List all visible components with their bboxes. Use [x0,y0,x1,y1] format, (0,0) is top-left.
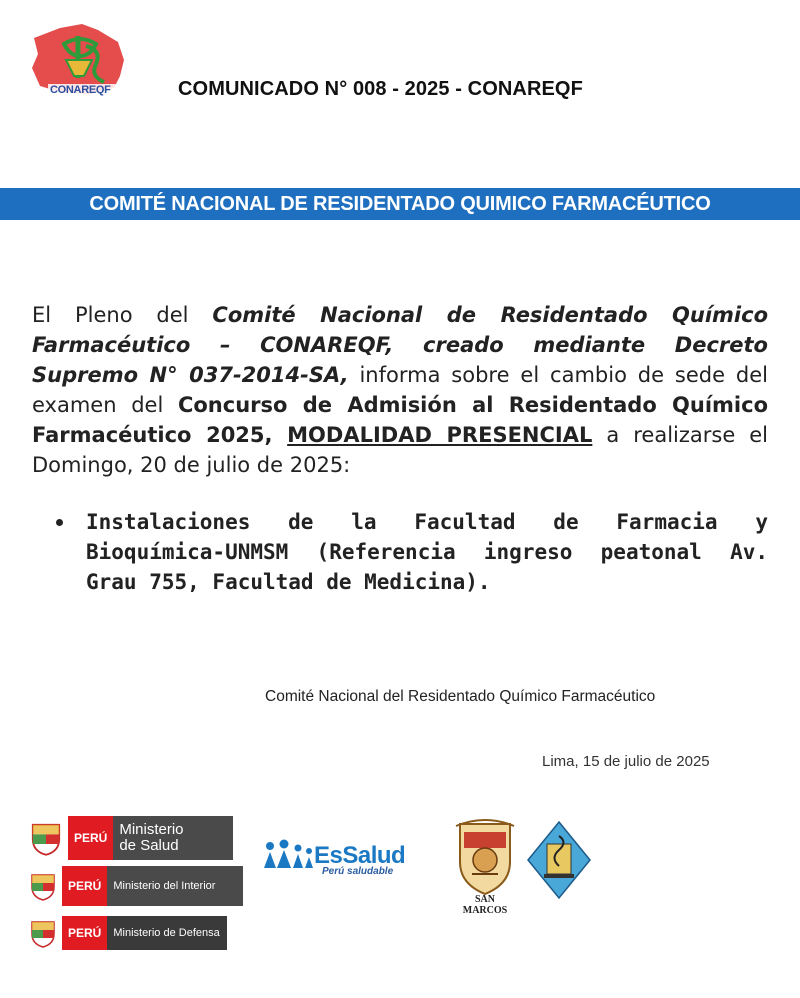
essalud-tagline: Perú saludable [322,866,394,877]
para-info: informa sobre el cambio de sede del examen del [32,363,768,417]
minsa-name-line1: Ministerio [119,821,184,838]
venue-text: Instalaciones de la Facultad de Farmacia y Bioquímica-UNMSM (Referencia ingreso peatonal Av. Grau 755, Facultad de Medicina). [86,510,768,594]
minsa-name-line2: de Salud [119,837,179,854]
minsa-name [113,816,233,860]
page-title: COMUNICADO N° 008 - 2025 - CONAREQF [178,78,583,100]
peru-shield-icon [28,871,58,901]
mindef-logo [28,916,227,950]
minsa-logo [28,816,233,860]
mininter-name: Ministerio del Interior [107,866,243,906]
peru-shield-icon [28,918,58,948]
colegio-qf-logo [526,820,592,900]
conareqf-logo [20,16,140,106]
para-committee-name: Comité Nacional de Residentado Químico Farmacéutico – CONAREQF, creado mediante Decreto Supremo N° 037-2014-SA, [32,303,768,387]
colegio-qf-emblem-icon [526,820,592,900]
title-banner [0,188,800,220]
date-line: Lima, 15 de julio de 2025 [542,753,710,770]
peru-label: PERÚ [68,816,113,860]
family-icon [262,838,314,872]
announcement-paragraph [32,300,768,480]
peru-label: PERÚ [62,916,107,950]
banner-text: COMITÉ NACIONAL DE RESIDENTADO QUIMICO FARMACÉUTICO [89,193,711,215]
para-contest-name: Concurso de Admisión al Residentado Químico Farmacéutico 2025, [32,393,769,447]
unmsm-crest-icon [452,818,518,896]
unmsm-name: SAN MARCOS [462,894,508,916]
conareqf-logo-label: CONAREQF [50,84,111,96]
para-date: a realizarse el Domingo, 20 de julio de 2025: [32,423,769,477]
para-intro: El Pleno del [32,303,213,327]
mindef-name: Ministerio de Defensa [107,916,227,950]
unmsm-logo [452,818,518,916]
signature: Comité Nacional del Residentado Químico Farmacéutico [265,688,656,705]
peru-label: PERÚ [62,866,107,906]
peru-shield-icon [28,820,64,856]
mininter-logo [28,866,243,906]
para-modality: MODALIDAD PRESENCIAL [287,423,593,447]
essalud-name: EsSalud [314,842,406,869]
bullet-icon [56,519,63,526]
essalud-logo [262,836,412,878]
venue-list-item [56,507,768,597]
